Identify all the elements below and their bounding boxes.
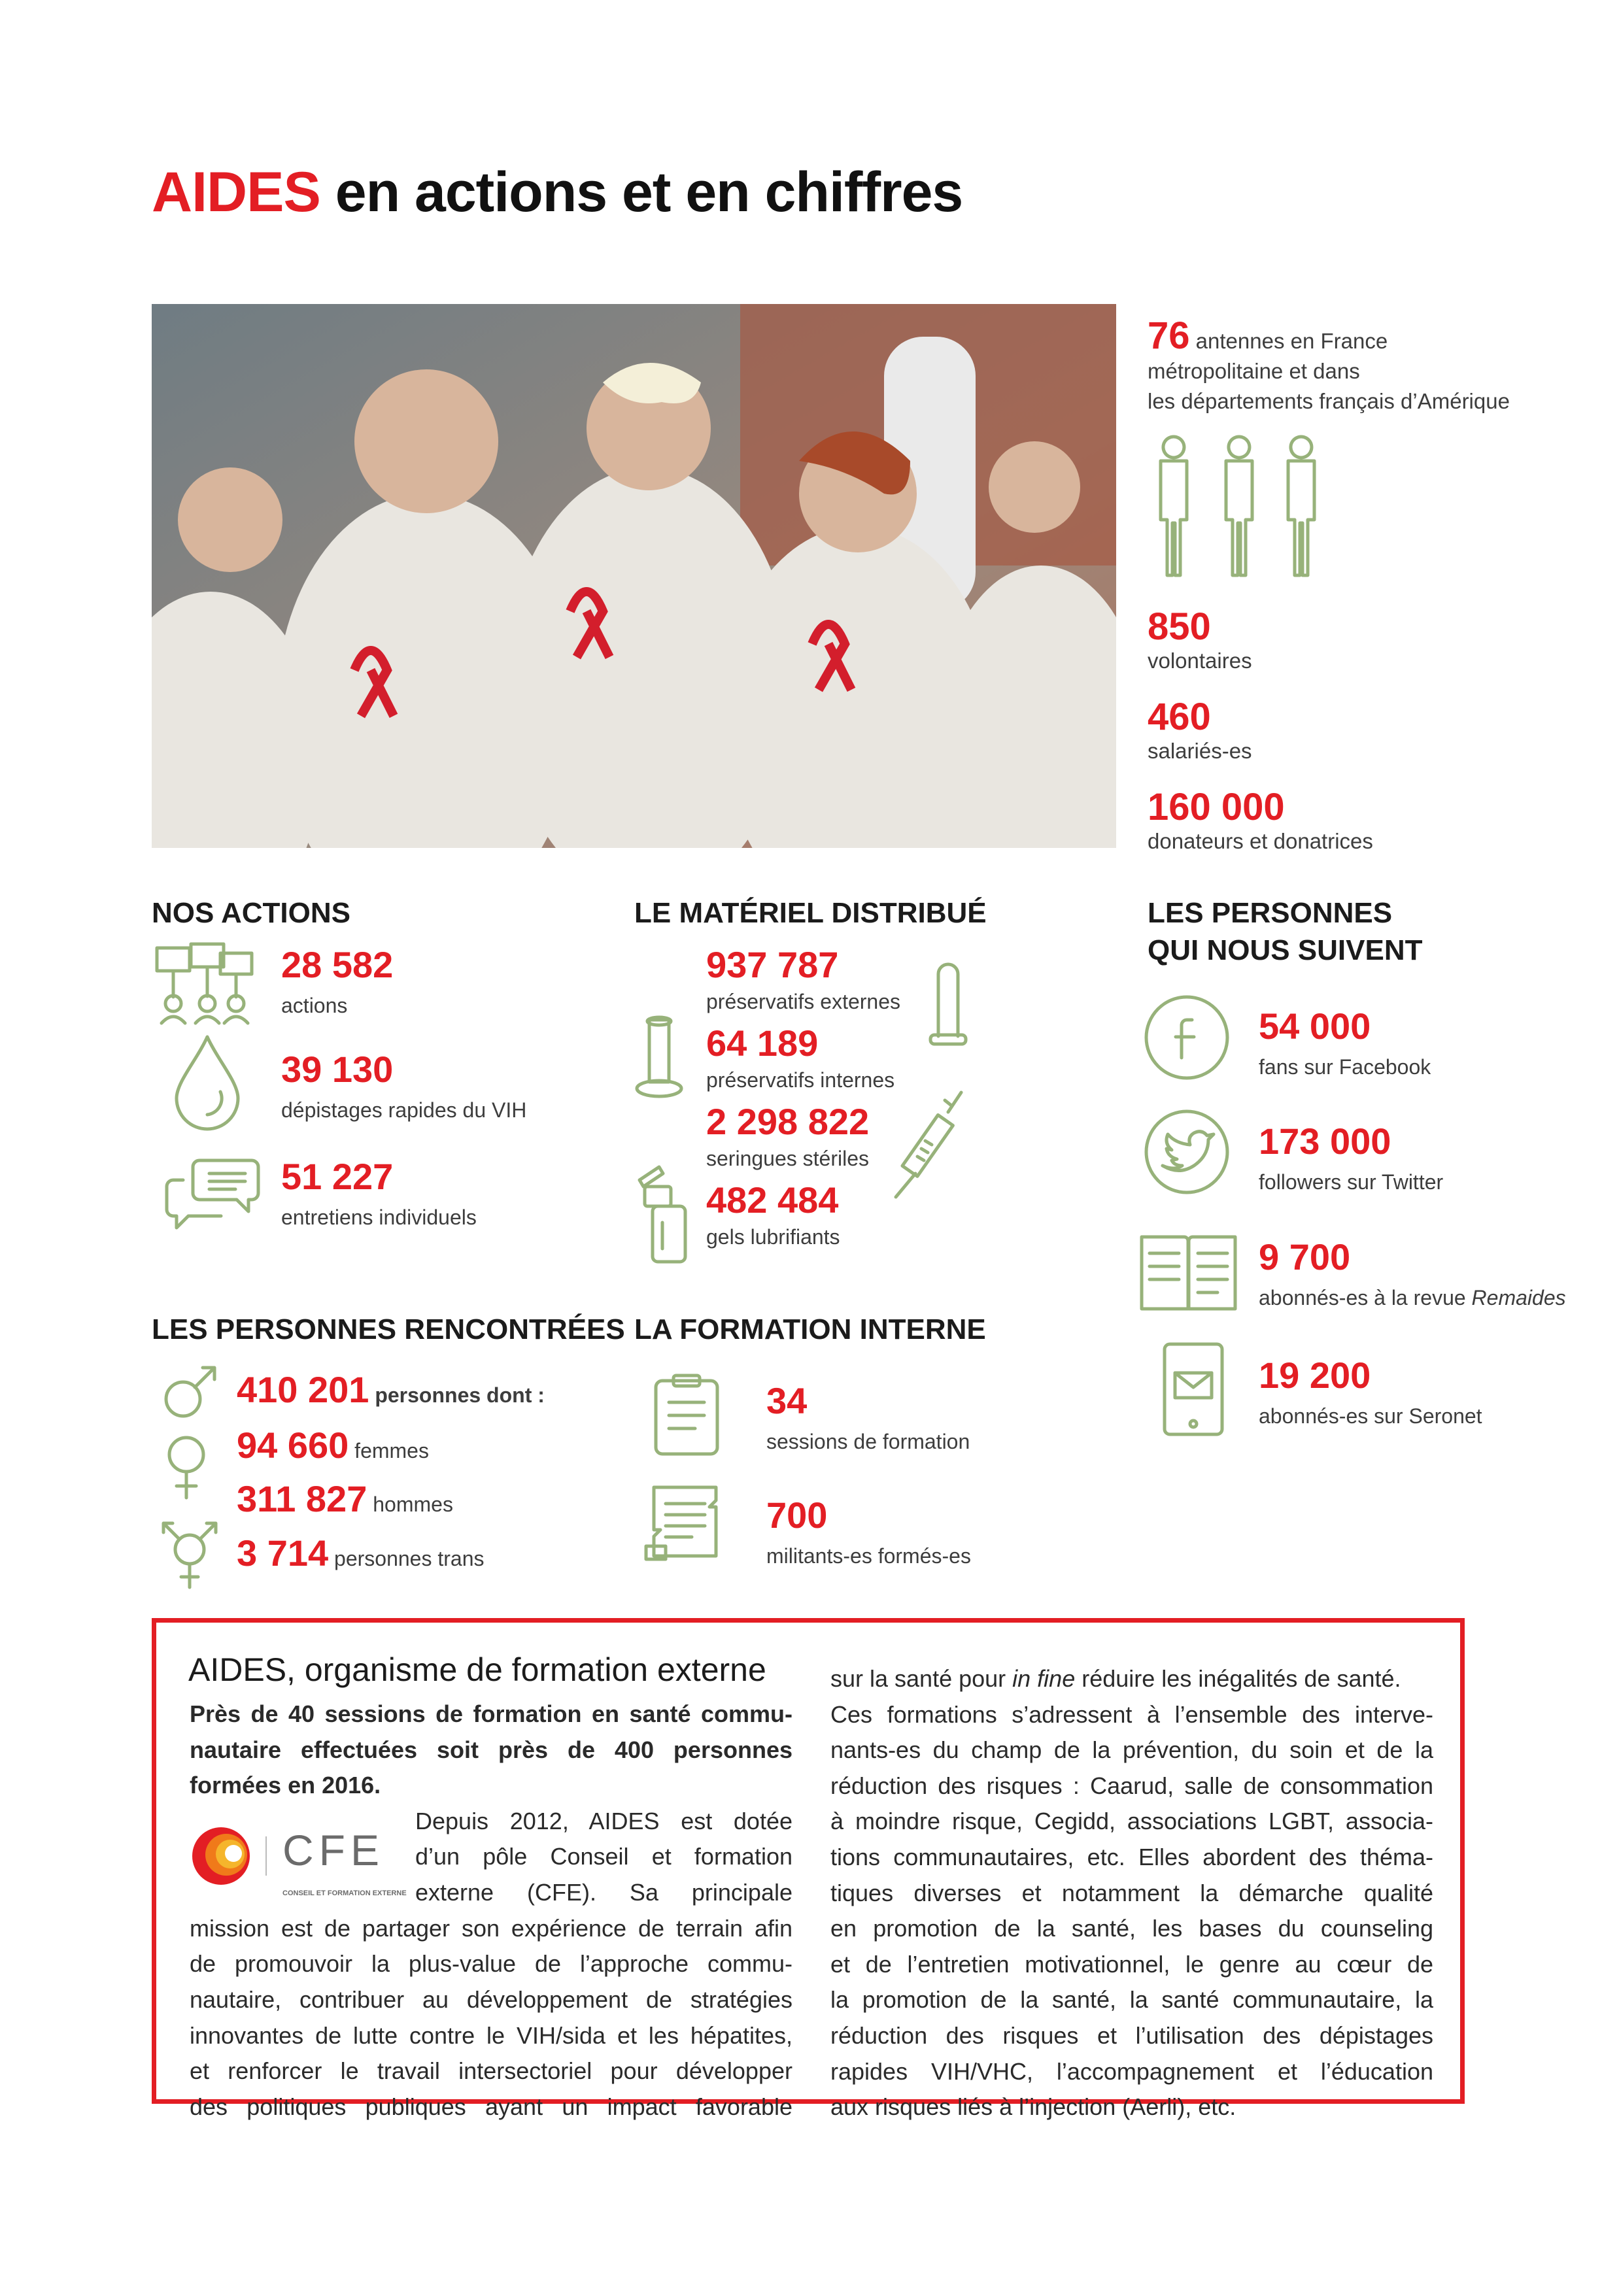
twitter-label: followers sur Twitter bbox=[1259, 1170, 1444, 1194]
gender-symbols-icon bbox=[157, 1363, 222, 1592]
stat-volontaires bbox=[1148, 605, 1592, 676]
right-line-8: en promotion de la santé, les bases du counseling bbox=[830, 1915, 1433, 1942]
right-line-4: réduction des risques : Caarud, salle de consommation bbox=[830, 1772, 1433, 1799]
suivent-item-1 bbox=[1259, 1005, 1431, 1081]
sessions-label: sessions de formation bbox=[766, 1430, 970, 1453]
right-line-10: la promotion de la santé, la santé communautaire, la bbox=[830, 1986, 1433, 2014]
rencontrees-heading: LES PERSONNES RENCONTRÉES bbox=[152, 1313, 625, 1345]
left-line-2: de promouvoir la plus-value de l’approche commu- bbox=[190, 1950, 792, 1978]
trans-label: personnes trans bbox=[328, 1547, 485, 1570]
rencontrees-item-3 bbox=[237, 1478, 453, 1519]
materiel-heading: LE MATÉRIEL DISTRIBUÉ bbox=[634, 897, 987, 929]
sessions-value: 34 bbox=[766, 1380, 808, 1421]
actions-label: actions bbox=[281, 994, 348, 1017]
militants-label: militants-es formés-es bbox=[766, 1544, 971, 1568]
stat-antennes bbox=[1148, 314, 1592, 417]
clipboard-icon bbox=[651, 1373, 723, 1458]
right-line-7: tiques diverses et notamment la démarche qualité bbox=[830, 1879, 1433, 1906]
magazine-icon bbox=[1138, 1230, 1239, 1315]
right-line-5: à moindre risque, Cegidd, associations LGBT, associa- bbox=[830, 1808, 1433, 1835]
right-line-2: Ces formations s’adressent à l’ensemble des interve- bbox=[830, 1700, 1433, 1728]
rencontrees-item-4 bbox=[237, 1532, 485, 1574]
speech-bubbles-icon bbox=[163, 1147, 262, 1232]
preservatifs-externes-value: 937 787 bbox=[706, 944, 839, 985]
femmes-value: 94 660 bbox=[237, 1425, 349, 1466]
suivent-heading bbox=[1148, 894, 1423, 969]
suivent-item-3 bbox=[1259, 1236, 1566, 1312]
preservatifs-internes-label: préservatifs internes bbox=[706, 1068, 895, 1092]
title-brand: AIDES bbox=[152, 161, 320, 224]
preservatifs-internes-value: 64 189 bbox=[706, 1022, 819, 1064]
gels-label: gels lubrifiants bbox=[706, 1225, 840, 1249]
left-line-1: mission est de partager son expérience de terrain afin bbox=[190, 1914, 792, 1942]
salaries-value: 460 bbox=[1148, 696, 1211, 738]
suivent-heading-line2: QUI NOUS SUIVENT bbox=[1148, 934, 1423, 967]
seringues-label: seringues stériles bbox=[706, 1147, 869, 1170]
right-line-1-em: in fine bbox=[1012, 1665, 1076, 1692]
page-title bbox=[152, 160, 963, 225]
nos-actions-item-3 bbox=[281, 1158, 477, 1232]
cfe-logo bbox=[190, 1823, 281, 1899]
right-line-3: nants-es du champ de la prévention, du soin et de la bbox=[830, 1736, 1433, 1764]
cfe-logo-subtitle: CONSEIL ET FORMATION EXTERNE bbox=[282, 1889, 407, 1897]
box-left-column bbox=[190, 1697, 792, 2125]
seringues-value: 2 298 822 bbox=[706, 1101, 870, 1142]
femmes-label: femmes bbox=[349, 1439, 429, 1462]
salaries-label: salariés-es bbox=[1148, 739, 1252, 763]
box-title: AIDES, organisme de formation externe bbox=[188, 1651, 766, 1688]
entretiens-value: 51 227 bbox=[281, 1156, 394, 1197]
right-line-12: rapides VIH/VHC, l’accompagnement et l’éducation bbox=[830, 2057, 1433, 2085]
right-line-6: tions communautaires, etc. Elles abordent des théma- bbox=[830, 1843, 1433, 1870]
stat-salaries bbox=[1148, 698, 1592, 766]
suivent-item-4 bbox=[1259, 1357, 1482, 1430]
suivent-item-2 bbox=[1259, 1123, 1443, 1196]
preservatifs-externes-label: préservatifs externes bbox=[706, 990, 901, 1013]
remaides-label bbox=[1259, 1285, 1566, 1312]
nos-actions-item-1 bbox=[281, 944, 394, 1020]
actions-value: 28 582 bbox=[281, 944, 394, 985]
remaides-value: 9 700 bbox=[1259, 1236, 1351, 1277]
box-right-column bbox=[830, 1661, 1433, 2125]
stat-donateurs bbox=[1148, 788, 1592, 856]
donateurs-label: donateurs et donatrices bbox=[1148, 829, 1373, 853]
lubricant-tube-icon bbox=[633, 1160, 692, 1265]
left-line-5: et renforcer le travail intersectoriel pour développer bbox=[190, 2057, 792, 2085]
hommes-label: hommes bbox=[367, 1493, 453, 1516]
antennes-label-line2: métropolitaine et dans bbox=[1148, 359, 1360, 384]
militants-value: 700 bbox=[766, 1494, 828, 1536]
right-line-13: aux risques liés à l’injection (Aerli), etc. bbox=[830, 2093, 1236, 2121]
people-icon bbox=[1148, 431, 1331, 582]
formation-item-1 bbox=[766, 1380, 970, 1456]
entretiens-label: entretiens individuels bbox=[281, 1206, 477, 1229]
rencontrees-item-1 bbox=[237, 1369, 545, 1410]
lead-line-2: nautaire effectuées soit près de 400 personnes bbox=[190, 1736, 792, 1763]
formation-heading: LA FORMATION INTERNE bbox=[634, 1313, 986, 1345]
tablet-mail-icon bbox=[1161, 1340, 1226, 1438]
facebook-label: fans sur Facebook bbox=[1259, 1055, 1431, 1079]
twitter-value: 173 000 bbox=[1259, 1121, 1391, 1162]
lead-line-3: formées en 2016. bbox=[190, 1772, 381, 1799]
right-line-1-post: réduire les inégalités de santé. bbox=[1075, 1665, 1401, 1692]
antennes-label-line3: les départements français d’Amérique bbox=[1148, 389, 1510, 414]
syringe-icon bbox=[889, 1089, 968, 1200]
right-line-1 bbox=[830, 1661, 1433, 1697]
facebook-icon bbox=[1143, 994, 1231, 1082]
seronet-value: 19 200 bbox=[1259, 1355, 1371, 1396]
volunteers-photo bbox=[152, 304, 1116, 848]
certificate-icon bbox=[641, 1474, 732, 1566]
hommes-value: 311 827 bbox=[237, 1478, 367, 1519]
remaides-label-title: Remaides bbox=[1471, 1286, 1566, 1309]
personnes-total-value: 410 201 bbox=[237, 1369, 369, 1410]
twitter-icon bbox=[1143, 1108, 1231, 1196]
materiel-item-1 bbox=[706, 944, 901, 1016]
title-rest: en actions et en chiffres bbox=[320, 161, 963, 224]
internal-condom-icon bbox=[633, 1013, 685, 1105]
left-wrap-line-2: d’un pôle Conseil et formation bbox=[415, 1843, 792, 1870]
materiel-item-3 bbox=[706, 1101, 870, 1173]
left-line-4: innovantes de lutte contre le VIH/sida et les hépatites, bbox=[190, 2021, 792, 2049]
right-line-1-pre: sur la santé pour bbox=[830, 1665, 1013, 1692]
seronet-label: abonnés-es sur Seronet bbox=[1259, 1404, 1482, 1428]
left-line-6: des politiques publiques ayant un impact favorable bbox=[190, 2093, 792, 2120]
lead-line-1: Près de 40 sessions de formation en santé commu- bbox=[190, 1700, 792, 1727]
volontaires-value: 850 bbox=[1148, 605, 1211, 648]
right-line-9: et de l’entretien motivationnel, le genre au cœur de bbox=[830, 1950, 1433, 1978]
depistages-label: dépistages rapides du VIH bbox=[281, 1098, 527, 1122]
suivent-heading-line1: LES PERSONNES bbox=[1148, 897, 1393, 929]
trans-value: 3 714 bbox=[237, 1532, 329, 1574]
antennes-value: 76 bbox=[1148, 314, 1190, 357]
nos-actions-item-2 bbox=[281, 1051, 526, 1124]
left-line-3: nautaire, contribuer au développement de stratégies bbox=[190, 1985, 792, 2013]
right-line-11: réduction des risques et l’utilisation des dépistages bbox=[830, 2021, 1433, 2049]
remaides-label-text: abonnés-es à la revue bbox=[1259, 1286, 1472, 1309]
condom-icon bbox=[925, 951, 971, 1049]
protest-signs-icon bbox=[152, 941, 256, 1026]
materiel-item-4 bbox=[706, 1179, 840, 1251]
gels-value: 482 484 bbox=[706, 1179, 839, 1221]
left-wrap-line-3: externe (CFE). Sa principale bbox=[415, 1878, 792, 1906]
drop-icon bbox=[171, 1033, 243, 1131]
rencontrees-item-2 bbox=[237, 1427, 429, 1465]
cfe-logo-text: CFE bbox=[282, 1825, 384, 1874]
materiel-item-2 bbox=[706, 1022, 895, 1094]
nos-actions-heading: NOS ACTIONS bbox=[152, 897, 350, 929]
donateurs-value: 160 000 bbox=[1148, 786, 1285, 828]
facebook-value: 54 000 bbox=[1259, 1005, 1371, 1047]
formation-item-2 bbox=[766, 1494, 971, 1570]
volontaires-label: volontaires bbox=[1148, 649, 1252, 673]
antennes-label-line1: antennes en France bbox=[1189, 329, 1388, 353]
depistages-value: 39 130 bbox=[281, 1049, 394, 1090]
personnes-total-label: personnes dont : bbox=[369, 1383, 545, 1407]
left-wrap-line-1: Depuis 2012, AIDES est dotée bbox=[415, 1807, 792, 1834]
